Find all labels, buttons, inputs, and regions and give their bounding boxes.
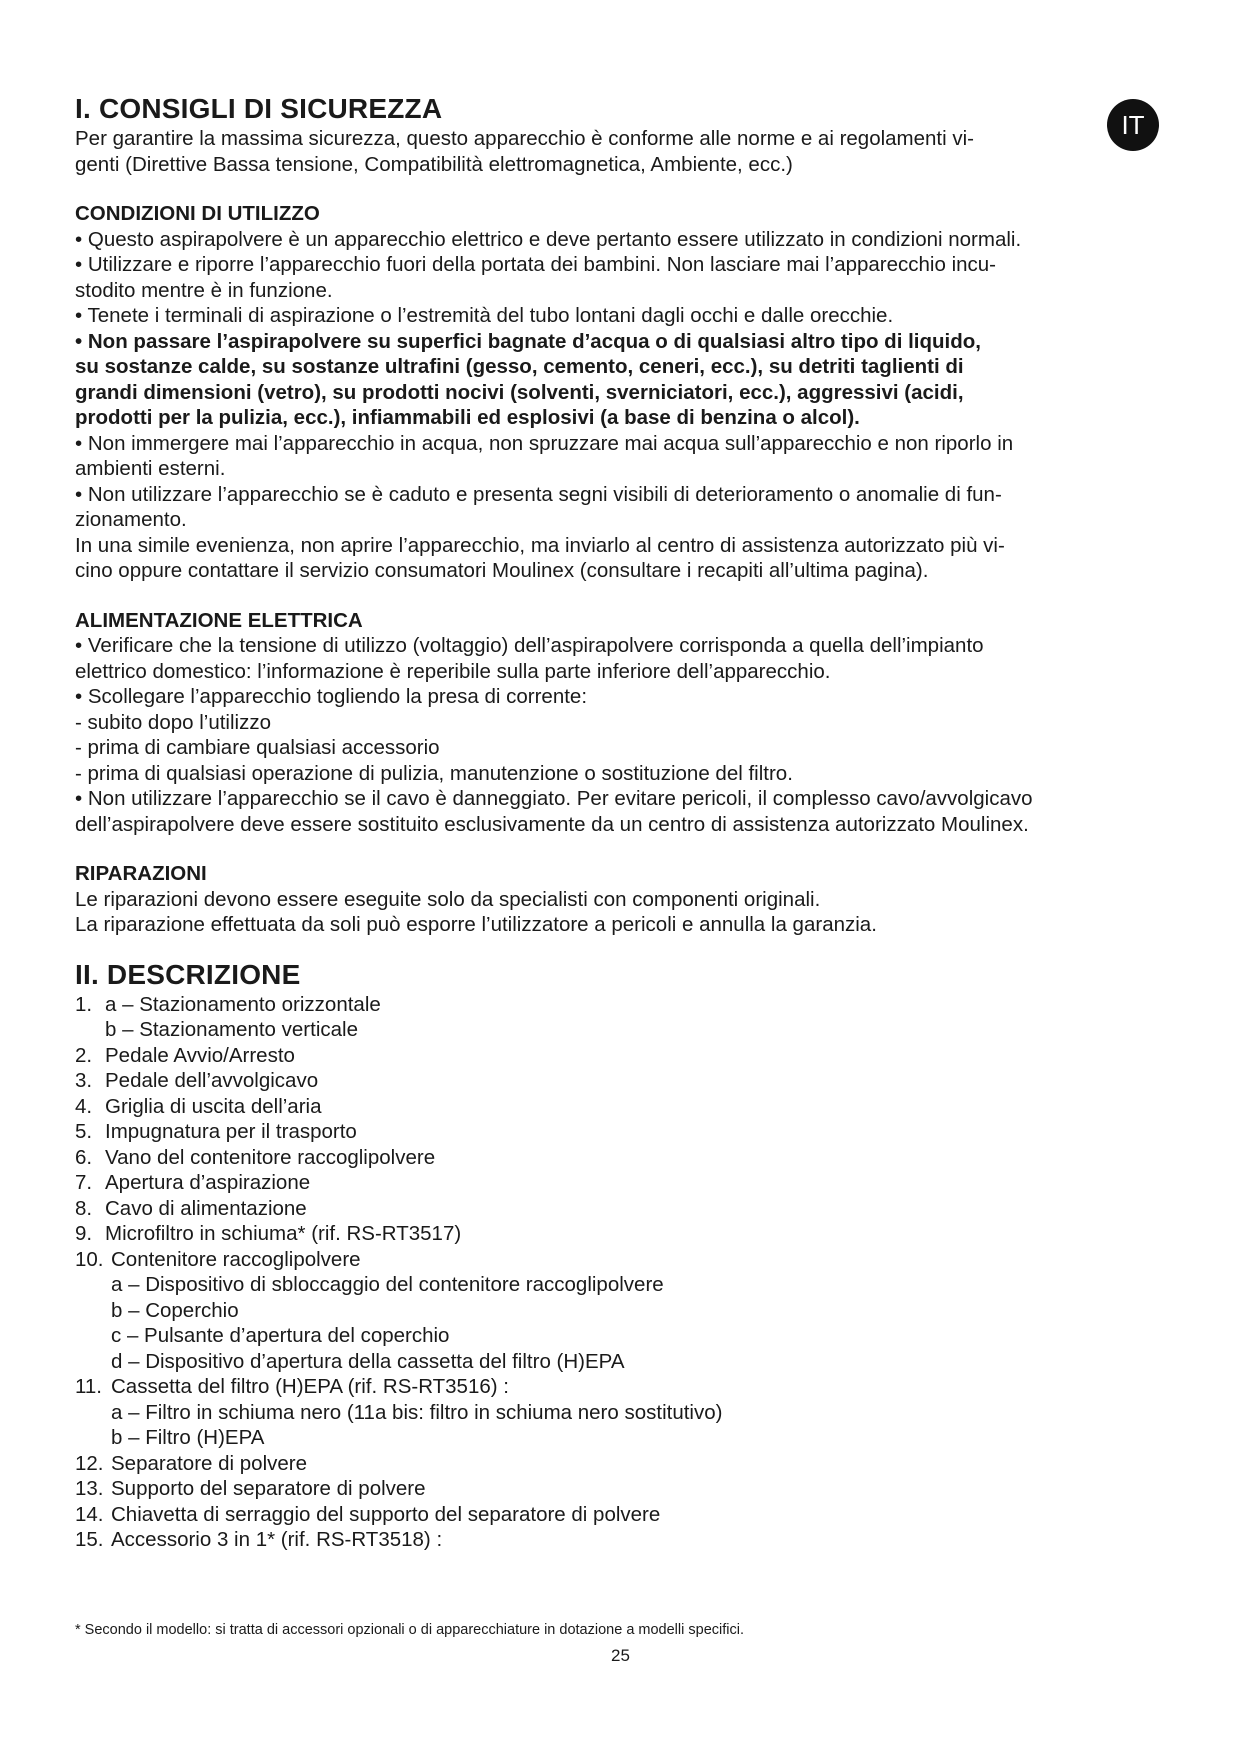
conditions-line: • Questo aspirapolvere è un apparecchio elettrico e deve pertanto essere utilizzato in condizioni normali. bbox=[75, 227, 1022, 251]
list-item bbox=[75, 1043, 1165, 1069]
description-list bbox=[75, 992, 1165, 1553]
list-item bbox=[75, 1221, 1165, 1247]
power-line: • Verificare che la tensione di utilizzo (voltaggio) dell’aspirapolvere corrisponda a quella dell’impianto bbox=[75, 634, 984, 657]
power-line: - prima di cambiare qualsiasi accessorio bbox=[75, 736, 440, 759]
power-line: - prima di qualsiasi operazione di pulizia, manutenzione o sostituzione del filtro. bbox=[75, 761, 793, 785]
item-text: Chiavetta di serraggio del supporto del separatore di polvere bbox=[111, 1502, 661, 1526]
list-item bbox=[75, 1068, 1165, 1094]
item-number: 14. bbox=[75, 1502, 104, 1526]
power-line: - subito dopo l’utilizzo bbox=[75, 710, 271, 734]
conditions-line: zionamento. bbox=[75, 508, 187, 531]
item-number: 3. bbox=[75, 1069, 93, 1092]
item-text: Supporto del separatore di polvere bbox=[111, 1477, 426, 1500]
item-text: Microfiltro in schiuma* (rif. RS-RT3517) bbox=[105, 1222, 462, 1245]
item-number: 7. bbox=[75, 1171, 93, 1194]
item-text: Impugnatura per il trasporto bbox=[105, 1120, 357, 1143]
conditions-warning-line: su sostanze calde, su sostanze ultrafini (gesso, cemento, ceneri, ecc.), su detriti taglienti di bbox=[75, 355, 964, 378]
item-text: Vano del contenitore raccoglipolvere bbox=[105, 1145, 436, 1169]
conditions-line: ambienti esterni. bbox=[75, 457, 226, 480]
list-subitem: b – Coperchio bbox=[111, 1298, 239, 1322]
item-number: 4. bbox=[75, 1094, 93, 1118]
conditions-line: • Non immergere mai l’apparecchio in acqua, non spruzzare mai acqua sull’apparecchio e non riporlo in bbox=[75, 431, 1014, 455]
page-number: 25 bbox=[611, 1646, 630, 1665]
item-number: 13. bbox=[75, 1477, 104, 1500]
item-text: Griglia di uscita dell’aria bbox=[105, 1094, 322, 1118]
list-subitem: b – Filtro (H)EPA bbox=[111, 1426, 265, 1449]
repairs-heading: RIPARAZIONI bbox=[75, 862, 207, 885]
item-text: a – Stazionamento orizzontale bbox=[105, 992, 381, 1016]
conditions-line: • Utilizzare e riporre l’apparecchio fuori della portata dei bambini. Non lasciare mai l’apparecchio incu- bbox=[75, 253, 997, 276]
item-text: Accessorio 3 in 1* (rif. RS-RT3518) : bbox=[111, 1528, 443, 1551]
list-item bbox=[75, 1374, 1165, 1400]
language-badge: IT bbox=[1107, 99, 1159, 151]
repairs-line: La riparazione effettuata da soli può esporre l’utilizzatore a pericoli e annulla la garanzia. bbox=[75, 913, 877, 936]
item-text: Contenitore raccoglipolvere bbox=[111, 1247, 361, 1271]
list-item bbox=[75, 1119, 1165, 1145]
intro-line-2: genti (Direttive Bassa tensione, Compatibilità elettromagnetica, Ambiente, ecc.) bbox=[75, 152, 793, 176]
list-item bbox=[75, 1476, 1165, 1502]
list-item bbox=[75, 1094, 1165, 1120]
item-text: Cavo di alimentazione bbox=[105, 1196, 307, 1220]
item-number: 15. bbox=[75, 1528, 104, 1551]
conditions-warning-line: prodotti per la pulizia, ecc.), infiammabili ed esplosivi (a base di benzina o alcol). bbox=[75, 406, 860, 429]
item-number: 12. bbox=[75, 1451, 104, 1475]
list-item bbox=[75, 1145, 1165, 1171]
item-number: 6. bbox=[75, 1145, 93, 1169]
conditions-warning-line: grandi dimensioni (vetro), su prodotti nocivi (solventi, sverniciatori, ecc.), aggressivi (acidi, bbox=[75, 380, 964, 404]
conditions-warning-line: • Non passare l’aspirapolvere su superfici bagnate d’acqua o di qualsiasi altro tipo di liquido, bbox=[75, 329, 981, 353]
conditions-line: • Non utilizzare l’apparecchio se è caduto e presenta segni visibili di deterioramento o anomalie di fun- bbox=[75, 482, 1002, 506]
conditions-line: • Tenete i terminali di aspirazione o l’estremità del tubo lontani dagli occhi e dalle orecchie. bbox=[75, 304, 894, 327]
power-heading: ALIMENTAZIONE ELETTRICA bbox=[75, 608, 363, 632]
list-item bbox=[75, 1527, 1165, 1553]
list-item bbox=[75, 1247, 1165, 1273]
power-line: dell’aspirapolvere deve essere sostituito esclusivamente da un centro di assistenza autorizzato Moulinex. bbox=[75, 812, 1029, 836]
item-number: 2. bbox=[75, 1043, 93, 1067]
item-text: Cassetta del filtro (H)EPA (rif. RS-RT3516) : bbox=[111, 1375, 509, 1398]
item-number: 11. bbox=[75, 1375, 102, 1398]
conditions-line: cino oppure contattare il servizio consumatori Moulinex (consultare i recapiti all’ultima pagina). bbox=[75, 559, 929, 582]
list-subitem: d – Dispositivo d’apertura della cassetta del filtro (H)EPA bbox=[111, 1349, 625, 1373]
list-item bbox=[75, 1502, 1165, 1528]
item-number: 1. bbox=[75, 992, 93, 1016]
repairs-line: Le riparazioni devono essere eseguite solo da specialisti con componenti originali. bbox=[75, 887, 821, 911]
footnote: * Secondo il modello: si tratta di accessori opzionali o di apparecchiature in dotazione a modelli specifici. bbox=[75, 1622, 744, 1638]
item-text: Pedale dell’avvolgicavo bbox=[105, 1069, 319, 1092]
list-subitem: b – Stazionamento verticale bbox=[105, 1018, 358, 1041]
list-item bbox=[75, 992, 1165, 1018]
power-line: • Scollegare l’apparecchio togliendo la presa di corrente: bbox=[75, 685, 588, 708]
conditions-heading: CONDIZIONI DI UTILIZZO bbox=[75, 202, 320, 225]
item-number: 9. bbox=[75, 1222, 93, 1245]
item-text: Apertura d’aspirazione bbox=[105, 1171, 311, 1194]
list-subitem: a – Filtro in schiuma nero (11a bis: filtro in schiuma nero sostitutivo) bbox=[111, 1400, 723, 1424]
item-number: 10. bbox=[75, 1247, 104, 1271]
section-2-title: II. DESCRIZIONE bbox=[75, 958, 301, 990]
section-1-title: I. CONSIGLI DI SICUREZZA bbox=[75, 93, 443, 124]
list-subitem: a – Dispositivo di sbloccaggio del contenitore raccoglipolvere bbox=[111, 1273, 664, 1296]
conditions-line: In una simile evenienza, non aprire l’apparecchio, ma inviarlo al centro di assistenza autorizzato più vi- bbox=[75, 533, 1005, 557]
power-line: elettrico domestico: l’informazione è reperibile sulla parte inferiore dell’apparecchio. bbox=[75, 659, 831, 683]
item-number: 5. bbox=[75, 1120, 93, 1143]
list-item bbox=[75, 1196, 1165, 1222]
item-number: 8. bbox=[75, 1196, 93, 1220]
list-item bbox=[75, 1451, 1165, 1477]
conditions-line: stodito mentre è in funzione. bbox=[75, 278, 333, 302]
list-subitem: c – Pulsante d’apertura del coperchio bbox=[111, 1324, 450, 1347]
item-text: Pedale Avvio/Arresto bbox=[105, 1043, 295, 1067]
intro-line-1: Per garantire la massima sicurezza, questo apparecchio è conforme alle norme e ai regolamenti vi- bbox=[75, 127, 975, 150]
item-text: Separatore di polvere bbox=[111, 1451, 308, 1475]
page-content bbox=[75, 92, 1165, 1553]
list-item bbox=[75, 1170, 1165, 1196]
power-line: • Non utilizzare l’apparecchio se il cavo è danneggiato. Per evitare pericoli, il complesso cavo/avvolgicavo bbox=[75, 787, 1033, 810]
